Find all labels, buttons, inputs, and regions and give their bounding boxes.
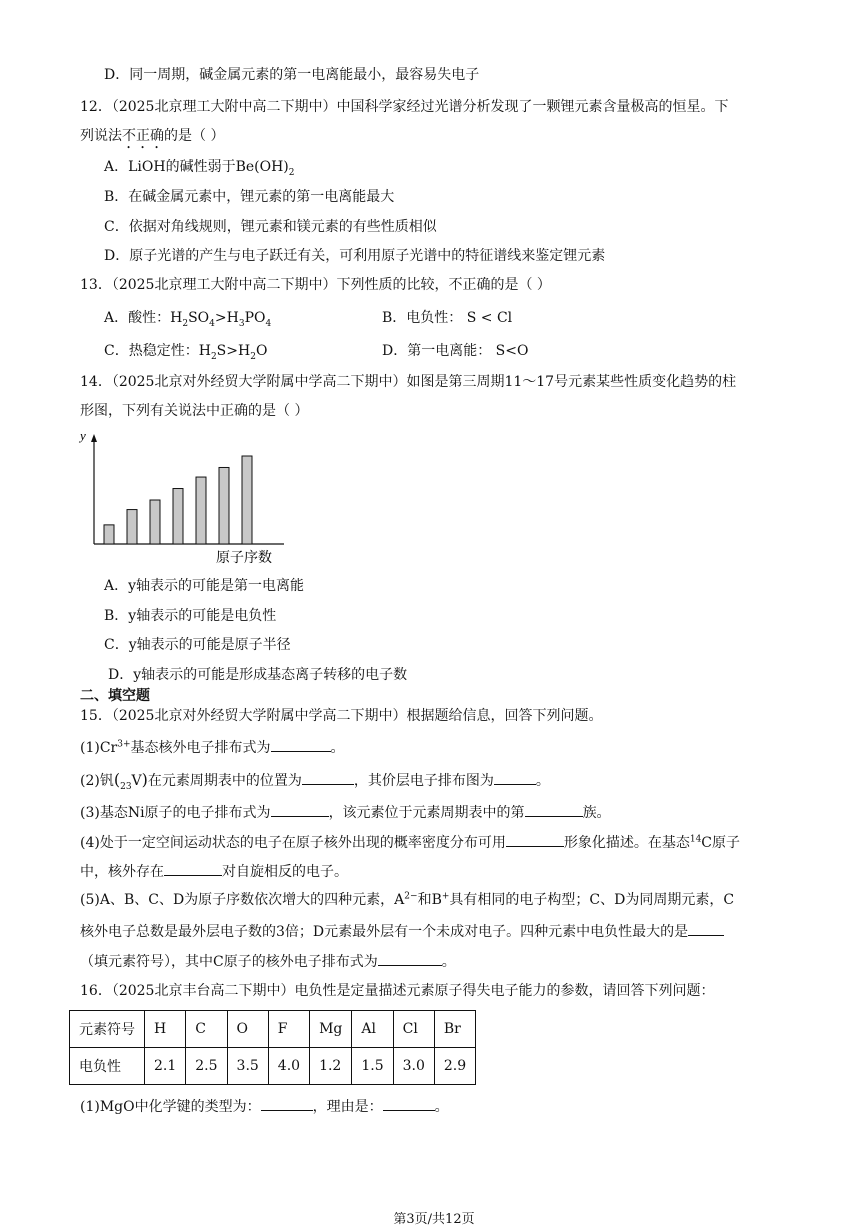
q14-stem-line2: 形图，下列有关说法中正确的是（ ） — [80, 403, 309, 419]
bar-chart — [72, 426, 292, 572]
answer-blank[interactable] — [302, 770, 354, 785]
table-cell: 电负性 — [70, 1048, 145, 1085]
bar — [173, 489, 183, 544]
table-cell: 4.0 — [268, 1048, 309, 1085]
answer-blank[interactable] — [525, 802, 583, 817]
y-axis-label: y — [80, 428, 86, 443]
bars-group — [104, 456, 252, 544]
section-heading-fill-blank: 二、填空题 — [80, 688, 150, 704]
q14-option-c: C．y轴表示的可能是原子半径 — [104, 637, 291, 653]
q15-stem: 15．（2025北京对外经贸大学附属中学高二下期中）根据题给信息，回答下列问题。 — [80, 708, 603, 724]
bar — [150, 500, 160, 544]
answer-blank[interactable] — [506, 832, 564, 847]
table-cell: 2.1 — [145, 1048, 186, 1085]
q12-option-d: D．原子光谱的产生与电子跃迁有关，可利用原子光谱中的特征谱线来鉴定锂元素 — [104, 248, 606, 264]
table-cell: 元素符号 — [70, 1011, 145, 1048]
q14-option-b: B．y轴表示的可能是电负性 — [104, 608, 277, 624]
q15-part2: (2)钒$(_{23}V)$在元素周期表中的位置为 ，其价层电子排布图为 。 — [80, 770, 550, 792]
table-cell: 2.5 — [186, 1048, 227, 1085]
table-cell: 3.0 — [393, 1048, 434, 1085]
bar — [196, 477, 206, 544]
table-cell: Cl — [393, 1011, 434, 1048]
q14-option-d: D．y轴表示的可能是形成基态离子转移的电子数 — [108, 667, 408, 683]
answer-blank[interactable] — [261, 1096, 313, 1111]
bar — [219, 467, 229, 544]
table-cell: 2.9 — [434, 1048, 475, 1085]
table-cell: Al — [352, 1011, 393, 1048]
q13-option-a: A．酸性：$H_2SO_4>H_3PO_4$ — [104, 310, 272, 329]
table-cell: F — [268, 1011, 309, 1048]
table-cell: O — [227, 1011, 268, 1048]
q15-part5-line2: 核外电子总数是最外层电子数的3倍；D元素最外层有一个未成对电子。四种元素中电负性最大的是 — [80, 921, 724, 941]
table-cell: Br — [434, 1011, 475, 1048]
q12-stem-line1: 12．（2025北京理工大附中高二下期中）中国科学家经过光谱分析发现了一颗锂元素含量极高的恒星。下 — [80, 99, 729, 115]
answer-blank[interactable] — [688, 921, 724, 936]
q14-option-a: A．y轴表示的可能是第一电离能 — [104, 578, 305, 594]
q15-part5-line1: (5)A、B、C、D为原子序数依次增大的四种元素，$A^{2-}$和B+具有相同的电子构型；C、D为同周期元素，C — [80, 891, 735, 908]
answer-blank[interactable] — [271, 737, 331, 752]
emphasis-not-correct: 不正确 — [122, 128, 164, 144]
table-cell: H — [145, 1011, 186, 1048]
q13-option-c: C．热稳定性：$H_2S>H_2O$ — [104, 343, 268, 362]
q15-part3: (3)基态Ni原子的电子排布式为 ，该元素位于元素周期表中的第 族。 — [80, 802, 611, 822]
page-footer: 第3页/共12页 — [393, 1212, 475, 1227]
answer-blank[interactable] — [271, 802, 329, 817]
q11-option-d: D．同一周期，碱金属元素的第一电离能最小，最容易失电子 — [104, 67, 480, 83]
table-cell: Mg — [310, 1011, 352, 1048]
q12-option-c: C．依据对角线规则，锂元素和镁元素的有些性质相似 — [104, 219, 437, 235]
answer-blank[interactable] — [383, 1096, 435, 1111]
table-cell: C — [186, 1011, 227, 1048]
q15-part4-line2: 中，核外存在 对自旋相反的电子。 — [80, 861, 348, 881]
bar — [127, 510, 137, 544]
q15-part1: $(1)Cr^{3+}$基态核外电子排布式为 。 — [80, 737, 345, 757]
q14-stem-line1: 14．（2025北京对外经贸大学附属中学高二下期中）如图是第三周期11～17号元素某些性质变化趋势的柱 — [80, 374, 737, 390]
q16-stem: 16．（2025北京丰台高二下期中）电负性是定量描述元素原子得失电子能力的参数，请回答下列问题： — [80, 983, 715, 999]
y-axis-arrow — [91, 434, 97, 442]
q13-stem: 13．（2025北京理工大附中高二下期中）下列性质的比较，不正确的是（ ） — [80, 277, 551, 293]
table-cell: 3.5 — [227, 1048, 268, 1085]
q15-part4-line1: (4)处于一定空间运动状态的电子在原子核外出现的概率密度分布可用 形象化描述。在基态$^{14}$C原子 — [80, 832, 740, 852]
bar — [242, 456, 252, 544]
table-cell: 1.5 — [352, 1048, 393, 1085]
q12-option-b: B．在碱金属元素中，锂元素的第一电离能最大 — [104, 189, 395, 205]
q16-part1: (1)MgO中化学键的类型为： ，理由是： 。 — [80, 1096, 449, 1116]
q12-stem-line2: 列说法不正确的是（ ） — [80, 128, 225, 144]
table-cell: 1.2 — [310, 1048, 352, 1085]
table-row — [70, 1048, 476, 1085]
table-row-header — [70, 1011, 476, 1048]
answer-blank[interactable] — [164, 861, 222, 876]
answer-blank[interactable] — [378, 951, 442, 966]
answer-blank[interactable] — [494, 770, 536, 785]
q12-option-a: A．LiOH的碱性弱于$Be(OH)_2$ — [104, 159, 295, 178]
q13-option-d: D．第一电离能： S<O — [382, 343, 529, 359]
electronegativity-table — [69, 1010, 476, 1085]
x-axis-label: 原子序数 — [216, 550, 272, 566]
q15-part5-line3: （填元素符号），其中C原子的核外电子排布式为 。 — [80, 951, 456, 971]
q13-option-b: B．电负性： S < Cl — [382, 310, 513, 326]
bar — [104, 525, 114, 544]
